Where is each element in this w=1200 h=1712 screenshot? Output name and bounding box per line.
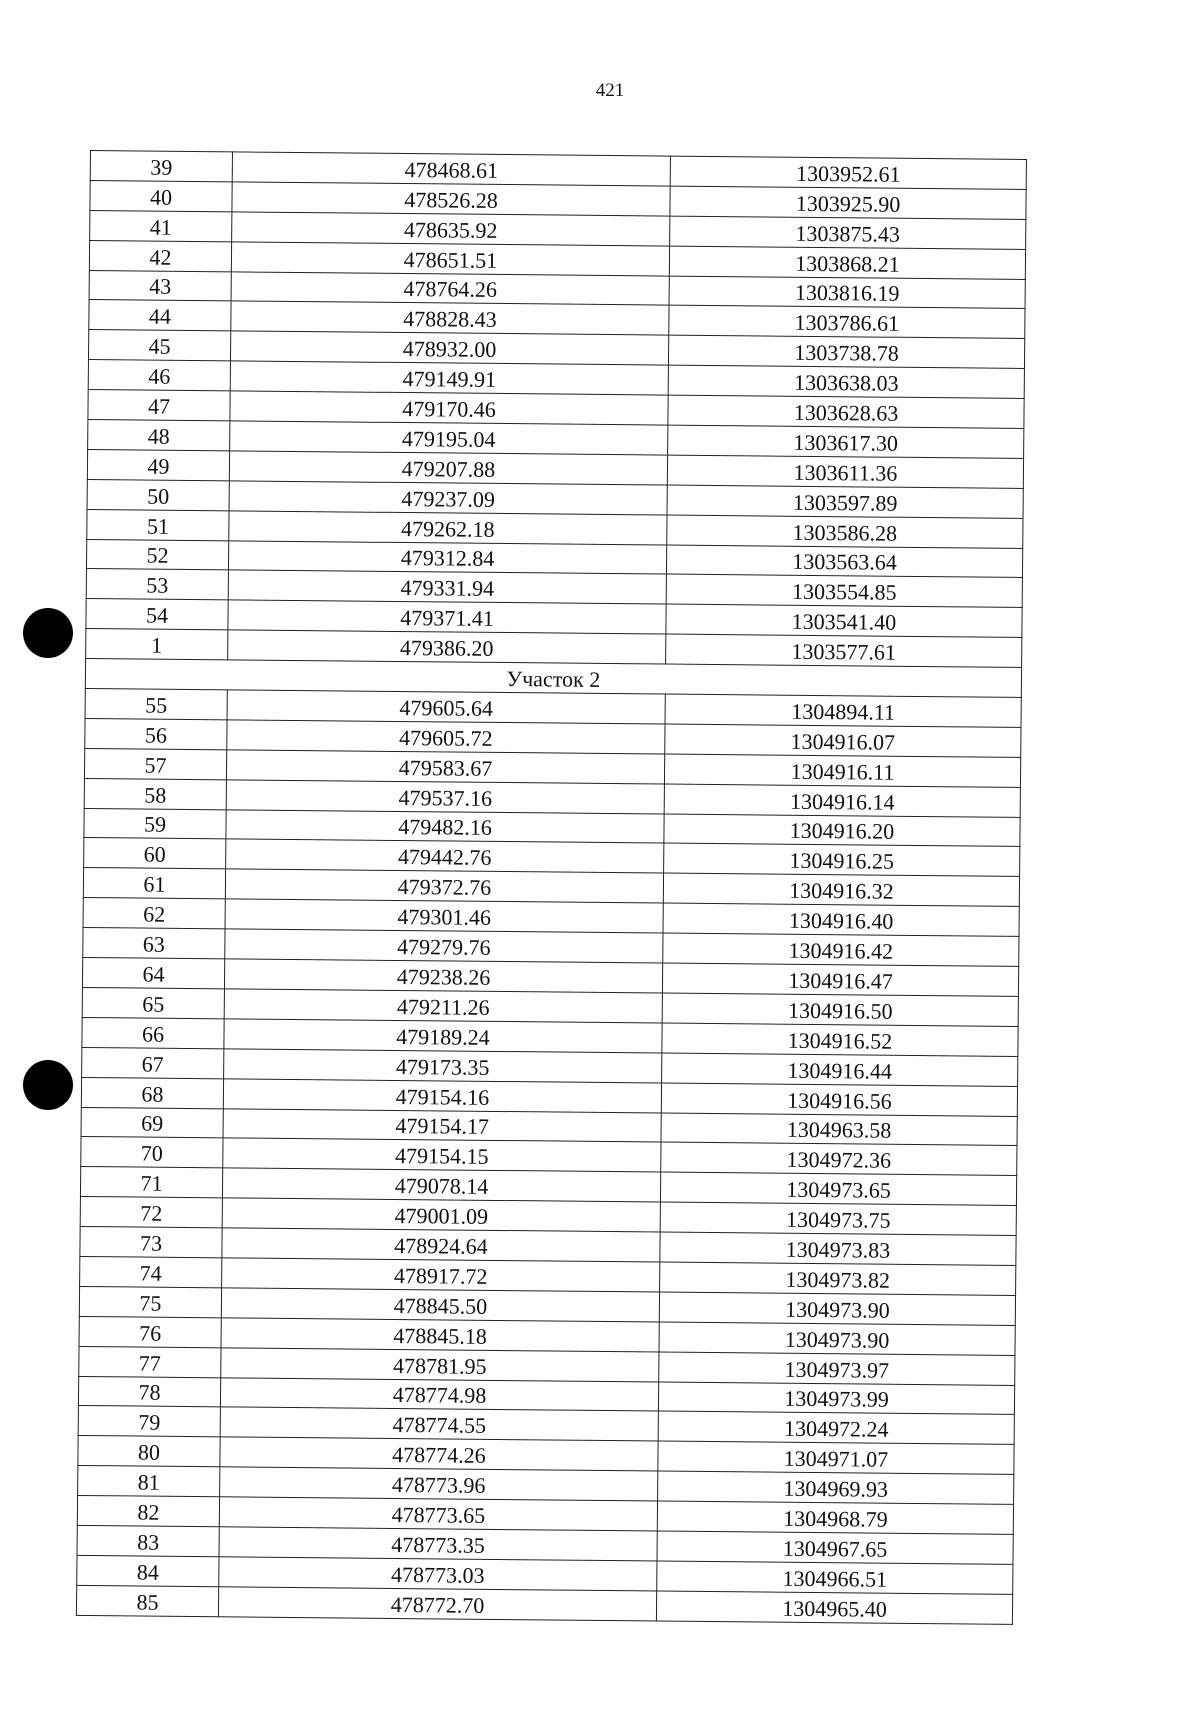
- x-coordinate-cell: 479386.20: [228, 630, 666, 664]
- point-number-cell: 54: [86, 599, 228, 630]
- y-coordinate-cell: 1303617.30: [668, 425, 1024, 458]
- y-coordinate-cell: 1304965.40: [656, 1591, 1012, 1624]
- point-number-cell: 69: [81, 1107, 223, 1138]
- x-coordinate-cell: 479001.09: [222, 1198, 660, 1232]
- point-number-cell: 62: [83, 898, 225, 929]
- point-number-cell: 61: [83, 868, 225, 899]
- x-coordinate-cell: 478845.50: [221, 1288, 659, 1322]
- x-coordinate-cell: 479173.35: [224, 1049, 662, 1083]
- x-coordinate-cell: 479605.64: [227, 690, 665, 724]
- y-coordinate-cell: 1303868.21: [669, 246, 1025, 279]
- x-coordinate-cell: 478773.03: [219, 1557, 657, 1591]
- y-coordinate-cell: 1304916.20: [664, 814, 1020, 847]
- point-number-cell: 82: [77, 1496, 219, 1527]
- y-coordinate-cell: 1304916.07: [665, 724, 1021, 757]
- y-coordinate-cell: 1304916.25: [664, 844, 1020, 877]
- x-coordinate-cell: 479207.88: [229, 451, 667, 485]
- x-coordinate-cell: 479537.16: [226, 780, 664, 814]
- y-coordinate-cell: 1304916.56: [661, 1083, 1017, 1116]
- x-coordinate-cell: 478924.64: [222, 1228, 660, 1262]
- y-coordinate-cell: 1303611.36: [667, 455, 1023, 488]
- point-number-cell: 71: [80, 1167, 222, 1198]
- x-coordinate-cell: 479149.91: [230, 361, 668, 395]
- x-coordinate-cell: 479331.94: [228, 570, 666, 604]
- table-body-part1: [86, 151, 1027, 668]
- point-number-cell: 85: [76, 1585, 218, 1616]
- y-coordinate-cell: 1304973.65: [660, 1172, 1016, 1205]
- x-coordinate-cell: 479189.24: [224, 1019, 662, 1053]
- y-coordinate-cell: 1304973.75: [660, 1202, 1016, 1235]
- y-coordinate-cell: 1303541.40: [666, 604, 1022, 637]
- x-coordinate-cell: 478772.70: [218, 1587, 656, 1621]
- y-coordinate-cell: 1304894.11: [665, 694, 1021, 727]
- y-coordinate-cell: 1304969.93: [658, 1471, 1014, 1504]
- point-number-cell: 78: [78, 1376, 220, 1407]
- y-coordinate-cell: 1304972.24: [658, 1411, 1014, 1444]
- coordinates-table-container: [76, 150, 1026, 1625]
- x-coordinate-cell: 479442.76: [226, 839, 664, 873]
- point-number-cell: 51: [87, 509, 229, 540]
- point-number-cell: 56: [85, 718, 227, 749]
- y-coordinate-cell: 1304916.14: [664, 784, 1020, 817]
- x-coordinate-cell: 478764.26: [231, 271, 669, 305]
- y-coordinate-cell: 1304916.44: [662, 1053, 1018, 1086]
- y-coordinate-cell: 1303563.64: [666, 545, 1022, 578]
- point-number-cell: 76: [79, 1316, 221, 1347]
- y-coordinate-cell: 1304916.32: [663, 873, 1019, 906]
- y-coordinate-cell: 1304973.90: [659, 1322, 1015, 1355]
- point-number-cell: 58: [84, 778, 226, 809]
- point-number-cell: 83: [77, 1525, 219, 1556]
- point-number-cell: 45: [88, 330, 230, 361]
- point-number-cell: 43: [89, 270, 231, 301]
- y-coordinate-cell: 1304968.79: [657, 1501, 1013, 1534]
- x-coordinate-cell: 478774.26: [220, 1437, 658, 1471]
- x-coordinate-cell: 479482.16: [226, 809, 664, 843]
- x-coordinate-cell: 479279.76: [225, 929, 663, 963]
- x-coordinate-cell: 478774.55: [220, 1407, 658, 1441]
- point-number-cell: 75: [79, 1286, 221, 1317]
- y-coordinate-cell: 1303638.03: [668, 365, 1024, 398]
- point-number-cell: 53: [86, 569, 228, 600]
- x-coordinate-cell: 478828.43: [231, 301, 669, 335]
- point-number-cell: 49: [87, 449, 229, 480]
- y-coordinate-cell: 1304963.58: [661, 1113, 1017, 1146]
- x-coordinate-cell: 479238.26: [224, 959, 662, 993]
- point-number-cell: 79: [78, 1406, 220, 1437]
- x-coordinate-cell: 478773.96: [220, 1467, 658, 1501]
- table-body-part2: [76, 689, 1021, 1625]
- point-number-cell: 70: [81, 1137, 223, 1168]
- y-coordinate-cell: 1303586.28: [667, 515, 1023, 548]
- point-number-cell: 65: [82, 987, 224, 1018]
- y-coordinate-cell: 1304916.50: [662, 993, 1018, 1026]
- point-number-cell: 73: [80, 1227, 222, 1258]
- x-coordinate-cell: 478635.92: [232, 212, 670, 246]
- page-number: 421: [595, 80, 625, 101]
- point-number-cell: 63: [83, 928, 225, 959]
- y-coordinate-cell: 1304973.82: [660, 1262, 1016, 1295]
- point-number-cell: 47: [88, 390, 230, 421]
- point-number-cell: 60: [84, 838, 226, 869]
- y-coordinate-cell: 1304971.07: [658, 1441, 1014, 1474]
- point-number-cell: 68: [81, 1077, 223, 1108]
- x-coordinate-cell: 478917.72: [222, 1258, 660, 1292]
- x-coordinate-cell: 478781.95: [221, 1347, 659, 1381]
- point-number-cell: 41: [90, 210, 232, 241]
- point-number-cell: 81: [78, 1466, 220, 1497]
- point-number-cell: 57: [84, 748, 226, 779]
- x-coordinate-cell: 479154.16: [223, 1078, 661, 1112]
- y-coordinate-cell: 1304916.52: [662, 1023, 1018, 1056]
- y-coordinate-cell: 1304916.47: [662, 963, 1018, 996]
- point-number-cell: 48: [88, 420, 230, 451]
- x-coordinate-cell: 479211.26: [224, 989, 662, 1023]
- y-coordinate-cell: 1304973.83: [660, 1232, 1016, 1265]
- punch-hole: [23, 608, 73, 658]
- y-coordinate-cell: 1303554.85: [666, 575, 1022, 608]
- point-number-cell: 1: [86, 629, 228, 660]
- point-number-cell: 50: [87, 479, 229, 510]
- point-number-cell: 46: [88, 360, 230, 391]
- y-coordinate-cell: 1303628.63: [668, 395, 1024, 428]
- x-coordinate-cell: 478468.61: [232, 152, 670, 186]
- x-coordinate-cell: 479262.18: [229, 511, 667, 545]
- x-coordinate-cell: 478773.35: [219, 1527, 657, 1561]
- x-coordinate-cell: 479237.09: [229, 481, 667, 515]
- x-coordinate-cell: 478774.98: [220, 1377, 658, 1411]
- point-number-cell: 72: [80, 1197, 222, 1228]
- point-number-cell: 74: [80, 1256, 222, 1287]
- y-coordinate-cell: 1304972.36: [661, 1142, 1017, 1175]
- y-coordinate-cell: 1303577.61: [666, 634, 1022, 667]
- y-coordinate-cell: 1303816.19: [669, 276, 1025, 309]
- y-coordinate-cell: 1303925.90: [670, 186, 1026, 219]
- point-number-cell: 64: [82, 958, 224, 989]
- point-number-cell: 55: [85, 689, 227, 720]
- x-coordinate-cell: 479154.17: [223, 1108, 661, 1142]
- y-coordinate-cell: 1304966.51: [657, 1561, 1013, 1594]
- y-coordinate-cell: 1304973.97: [659, 1352, 1015, 1385]
- x-coordinate-cell: 479154.15: [223, 1138, 661, 1172]
- y-coordinate-cell: 1304967.65: [657, 1531, 1013, 1564]
- x-coordinate-cell: 478773.65: [219, 1497, 657, 1531]
- y-coordinate-cell: 1303786.61: [669, 306, 1025, 339]
- punch-hole: [23, 1060, 73, 1110]
- point-number-cell: 66: [82, 1017, 224, 1048]
- y-coordinate-cell: 1304973.99: [658, 1382, 1014, 1415]
- x-coordinate-cell: 479301.46: [225, 899, 663, 933]
- y-coordinate-cell: 1304973.90: [659, 1292, 1015, 1325]
- x-coordinate-cell: 479583.67: [226, 750, 664, 784]
- point-number-cell: 42: [89, 240, 231, 271]
- x-coordinate-cell: 478845.18: [221, 1318, 659, 1352]
- point-number-cell: 59: [84, 808, 226, 839]
- x-coordinate-cell: 478651.51: [231, 242, 669, 276]
- point-number-cell: 44: [89, 300, 231, 331]
- point-number-cell: 40: [90, 180, 232, 211]
- coordinates-table: [76, 150, 1027, 1625]
- point-number-cell: 80: [78, 1436, 220, 1467]
- x-coordinate-cell: 479195.04: [230, 421, 668, 455]
- section-title: Участок 2: [85, 659, 1021, 698]
- x-coordinate-cell: 479170.46: [230, 391, 668, 425]
- point-number-cell: 84: [77, 1555, 219, 1586]
- y-coordinate-cell: 1303738.78: [668, 335, 1024, 368]
- x-coordinate-cell: 479078.14: [222, 1168, 660, 1202]
- y-coordinate-cell: 1304916.40: [663, 903, 1019, 936]
- point-number-cell: 77: [79, 1346, 221, 1377]
- x-coordinate-cell: 478526.28: [232, 182, 670, 216]
- y-coordinate-cell: 1304916.11: [664, 754, 1020, 787]
- y-coordinate-cell: 1303875.43: [670, 216, 1026, 249]
- x-coordinate-cell: 479372.76: [225, 869, 663, 903]
- y-coordinate-cell: 1303597.89: [667, 485, 1023, 518]
- x-coordinate-cell: 479605.72: [227, 720, 665, 754]
- point-number-cell: 67: [82, 1047, 224, 1078]
- x-coordinate-cell: 479371.41: [228, 600, 666, 634]
- y-coordinate-cell: 1304916.42: [663, 933, 1019, 966]
- y-coordinate-cell: 1303952.61: [670, 156, 1026, 189]
- x-coordinate-cell: 479312.84: [228, 540, 666, 574]
- point-number-cell: 52: [86, 539, 228, 570]
- point-number-cell: 39: [90, 151, 232, 182]
- x-coordinate-cell: 478932.00: [230, 331, 668, 365]
